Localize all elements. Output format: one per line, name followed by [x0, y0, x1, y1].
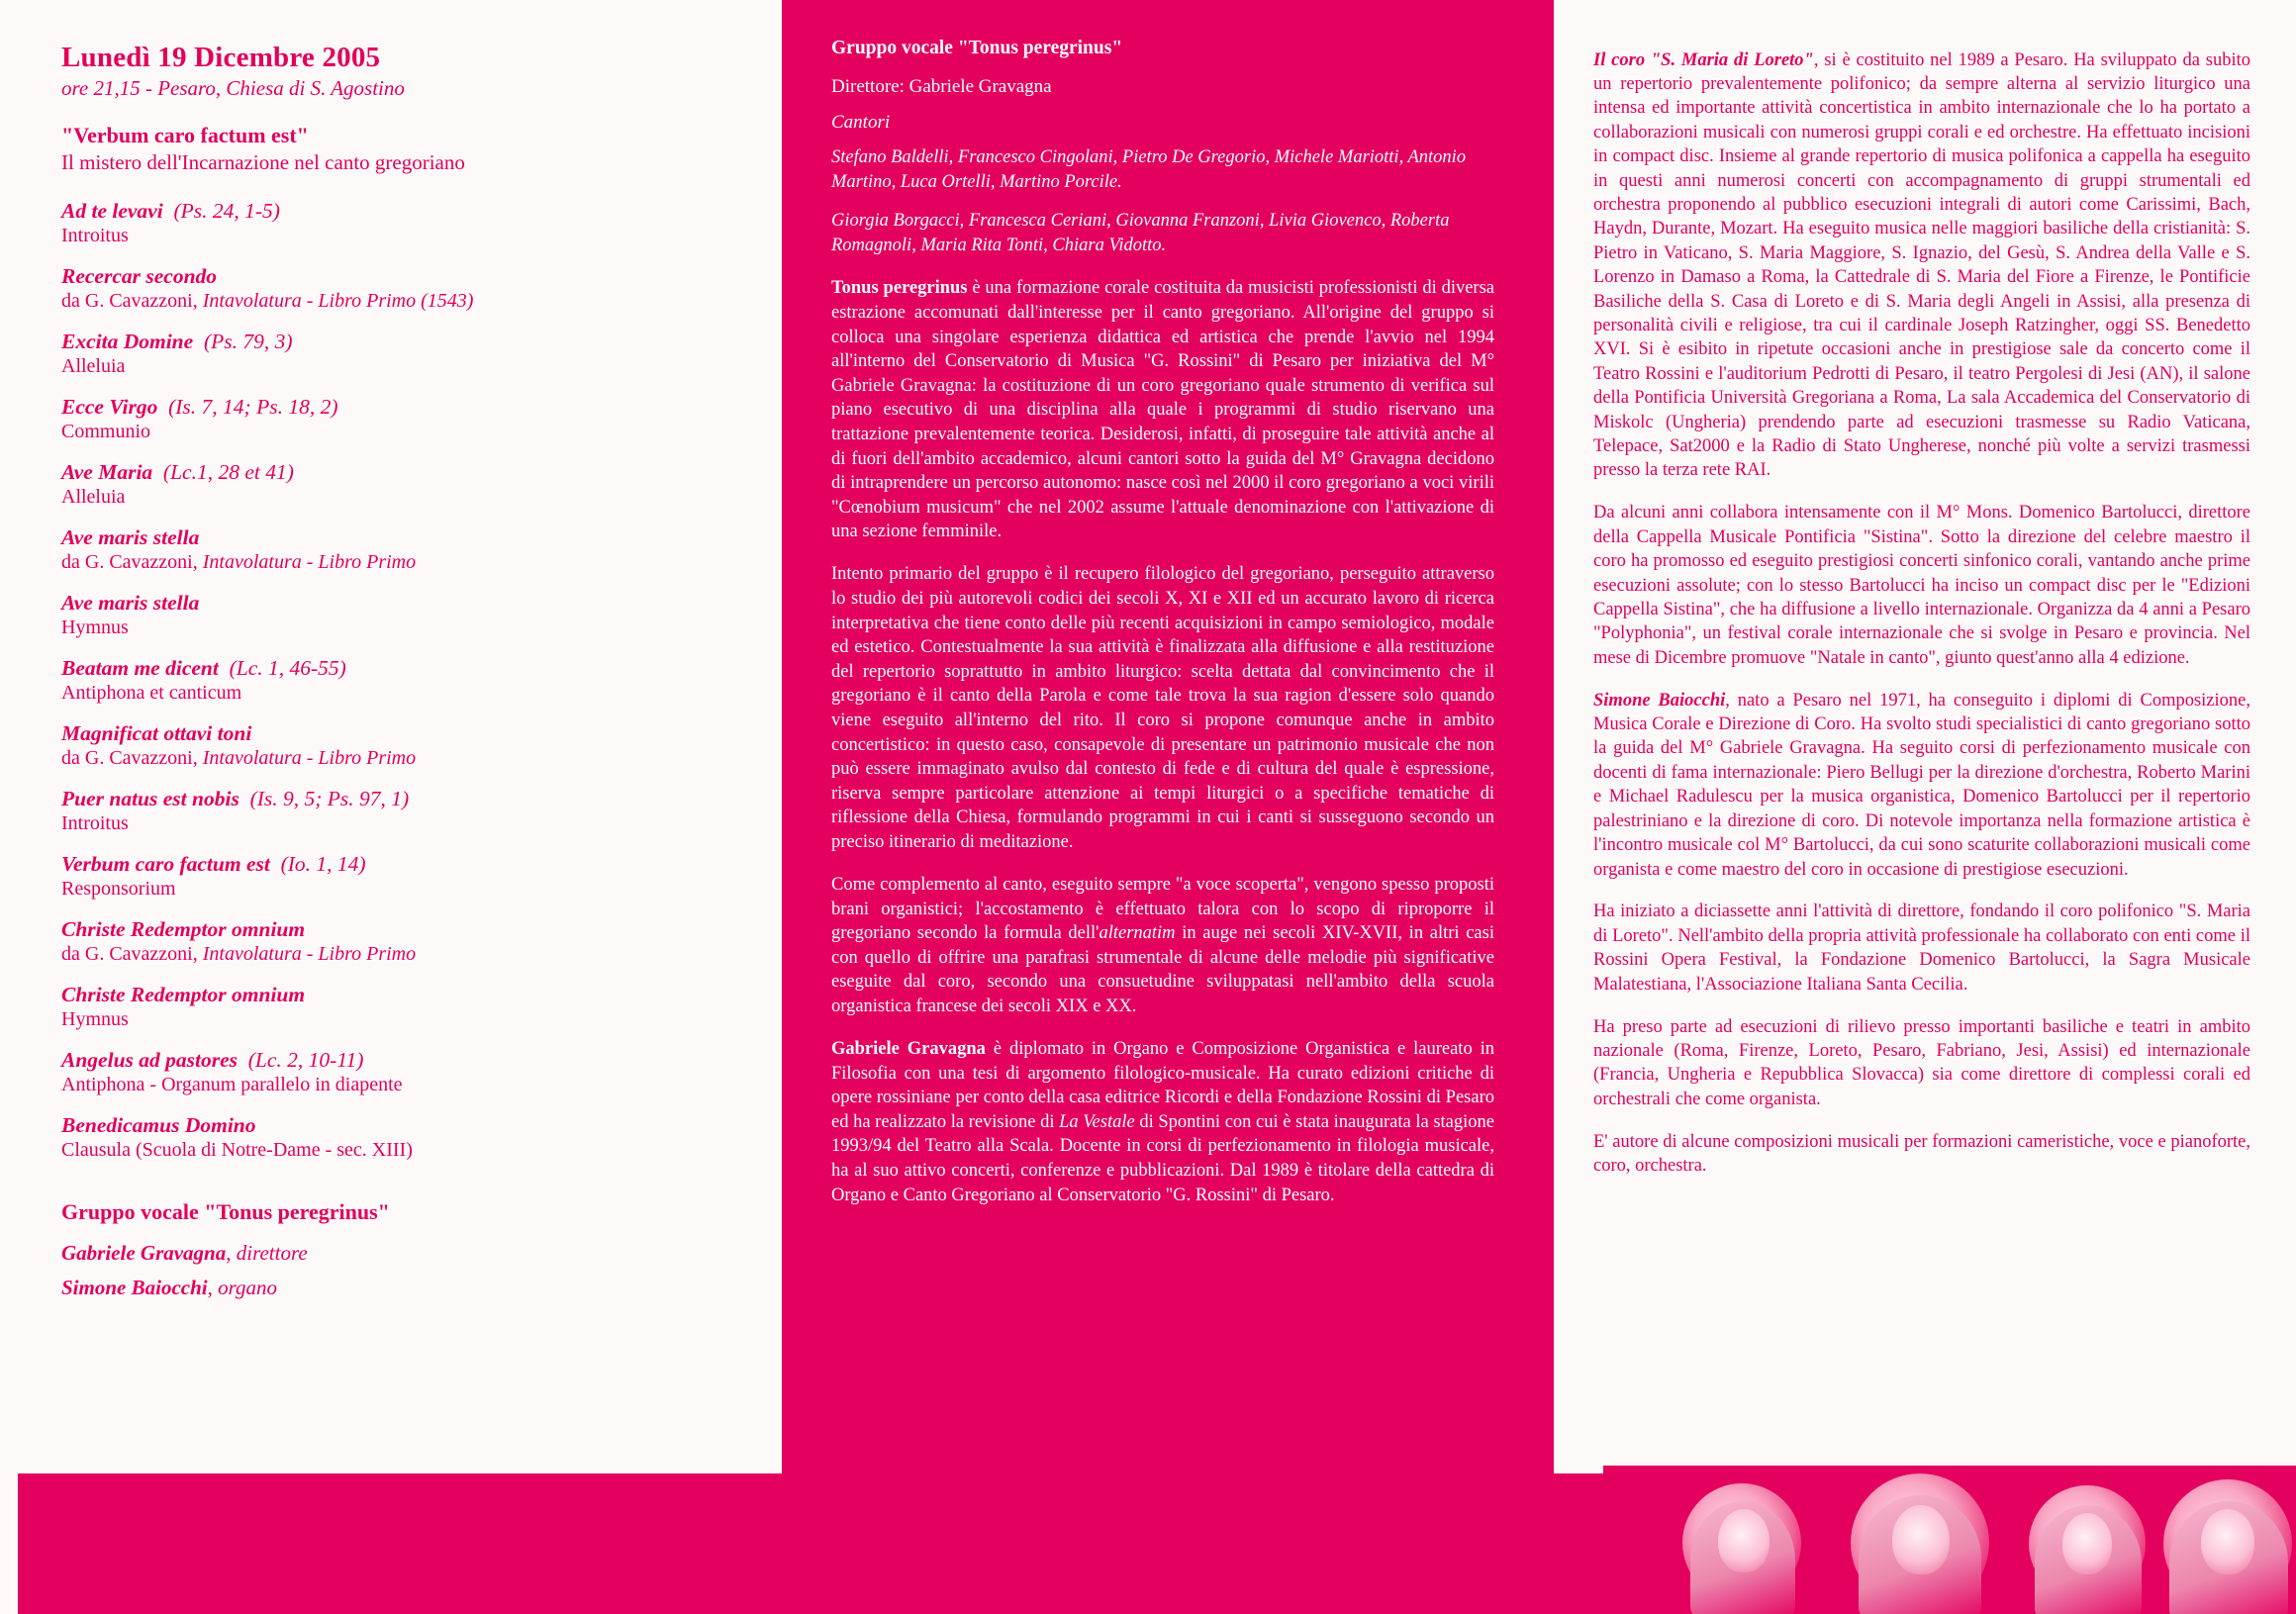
- program-item: [61, 983, 730, 1031]
- cantori-women: Giorgia Borgacci, Francesca Ceriani, Giovanna Franzoni, Livia Giovenco, Roberta Romagnoli, Maria Rita Tonti, Chiara Vidotto.: [831, 210, 1450, 255]
- program-item-subtitle-text: Hymnus: [61, 1008, 129, 1030]
- program-item-title-text: Ad te levavi: [61, 199, 163, 223]
- program-item: [61, 787, 730, 835]
- program-item-reference: (Is. 7, 14; Ps. 18, 2): [168, 395, 338, 419]
- cantori-men: Stefano Baldelli, Francesco Cingolani, Pietro De Gregorio, Michele Mariotti, Antonio Martino, Luca Ortelli, Martino Porcile.: [831, 147, 1467, 192]
- program-item-title-text: Benedicamus Domino: [61, 1113, 256, 1137]
- fresco-photo: [1603, 1466, 2296, 1614]
- group-heading: Gruppo vocale "Tonus peregrinus": [831, 38, 1123, 58]
- program-item-title-text: Angelus ad pastores: [61, 1048, 239, 1072]
- program-item-title: [61, 264, 730, 289]
- program-item-subtitle-text: da G. Cavazzoni,: [61, 551, 203, 573]
- program-column: [0, 0, 782, 1614]
- program-item-subtitle-text: Clausula (Scuola di Notre-Dame - sec. XIII): [61, 1139, 413, 1161]
- program-item-subtitle-text: Alleluia: [61, 355, 126, 377]
- program-item-title-text: Recercar secondo: [61, 264, 218, 288]
- figure-face: [1718, 1509, 1770, 1572]
- program-item: [61, 591, 730, 639]
- program-item: [61, 460, 730, 509]
- program-item-subtitle-text: Communio: [61, 421, 151, 442]
- program-item-title-text: Verbum caro factum est: [61, 852, 270, 876]
- program-item-subtitle: [61, 812, 730, 835]
- alternatim-italic: alternatim: [1099, 923, 1176, 944]
- coro-bold-lead: Il coro "S. Maria di Loreto": [1593, 49, 1814, 70]
- program-item-title: [61, 917, 730, 942]
- program-item-title-text: Puer natus est nobis: [61, 787, 239, 810]
- program-item-reference: (Lc. 2, 10-11): [247, 1048, 364, 1072]
- director-line: Direttore: Gabriele Gravagna: [831, 76, 1052, 97]
- program-item-title: [61, 721, 730, 746]
- program-item-title: [61, 525, 730, 550]
- program-item-subtitle-text: da G. Cavazzoni,: [61, 290, 203, 312]
- bottom-color-band: [0, 1473, 2296, 1614]
- figure-face: [1892, 1505, 1950, 1574]
- program-item-subtitle-text: Hymnus: [61, 617, 129, 638]
- event-location: ore 21,15 - Pesaro, Chiesa di S. Agostino: [61, 76, 405, 100]
- paragraph-baiocchi: [1593, 689, 2250, 882]
- program-item-reference: (Ps. 24, 1-5): [173, 199, 280, 223]
- program-item-title-text: Christe Redemptor omnium: [61, 917, 306, 941]
- program-item-subtitle: [61, 355, 730, 378]
- program-item-title: [61, 199, 730, 224]
- program-item-title: [61, 656, 730, 681]
- program-item-title-text: Excita Domine: [61, 330, 194, 353]
- program-item: [61, 852, 730, 901]
- program-item-title-text: Magnificat ottavi toni: [61, 721, 252, 745]
- program-item: [61, 1048, 730, 1096]
- program-item: [61, 917, 730, 966]
- program-item-title-text: Ave Maria: [61, 460, 153, 484]
- cantori-label: Cantori: [831, 112, 891, 133]
- program-item-subtitle-text: Antiphona et canticum: [61, 682, 242, 704]
- program-item-source-italic: Intavolatura - Libro Primo (1543): [202, 290, 474, 312]
- program-item-source-italic: Intavolatura - Libro Primo: [202, 747, 417, 769]
- program-item-subtitle: [61, 421, 730, 443]
- ensemble-description-column: [782, 0, 1554, 1614]
- program-item-title: [61, 1113, 730, 1138]
- gravagna-bold-lead: Gabriele Gravagna: [831, 1039, 986, 1060]
- program-item-reference: (Lc. 1, 46-55): [229, 656, 346, 680]
- ensemble-person: [61, 1241, 730, 1266]
- paragraph-baiocchi-career: Ha iniziato a diciassette anni l'attività di direttore, fondando il coro polifonico "S. Maria di Loreto". Nell'ambito della propria attività professionale ha collaborato con enti come il Rossini Opera Festival, la Fondazione Domenico Bartolucci, la Sagra Musicale Malatestiana, l'Associazione Italiana Santa Cecilia.: [1593, 902, 2250, 995]
- program-item-title-text: Ave maris stella: [61, 525, 200, 549]
- program-item-subtitle: [61, 551, 730, 574]
- paragraph-complemento: [831, 873, 1494, 1019]
- program-item: [61, 1113, 730, 1162]
- program-item-title: [61, 787, 730, 811]
- theme-title: "Verbum caro factum est": [61, 123, 309, 147]
- program-item-subtitle-text: Alleluia: [61, 486, 126, 508]
- tonus-body: è una formazione corale costituita da musicisti professionisti di diversa estrazione accomunati dall'interesse per il canto gregoriano. All'origine del gruppo si colloca una singolare esperienza didattica ed artistica che prende l'avvio nel 1994 all'interno del Conservatorio di Musica "G. Rossini" di Pesaro per iniziativa del M° Gabriele Gravagna: la costituzione di un coro gregoriano quale strumento di verifica sul piano esecutivo di una disciplina alla quale i programmi di studio riservano una trattazione prevalentemente teorica. Desiderosi, infatti, di proseguire tale attività anche al di fuori dell'ambito accademico, alcuni cantori sotto la guida del M° Gravagna decidono di intraprendere un percorso autonomo: nasce così nel 2000 il coro gregoriano a voci virili "Cœnobium musicum" che nel 2002 assume l'attuale denominazione con l'attivazione di una sezione femminile.: [831, 278, 1495, 542]
- page-title: Lunedì 19 Dicembre 2005: [61, 42, 381, 73]
- program-item-title-text: Ave maris stella: [61, 591, 200, 615]
- program-item-title: [61, 983, 730, 1007]
- program-item-reference: (Ps. 79, 3): [203, 330, 293, 353]
- program-item-subtitle-text: Introitus: [61, 812, 129, 834]
- program-item: [61, 199, 730, 247]
- program-item-subtitle-text: Antiphona - Organum parallelo in diapente: [61, 1074, 403, 1095]
- program-item-title: [61, 330, 730, 354]
- program-list: [61, 199, 730, 1162]
- program-item-subtitle-text: Responsorium: [61, 878, 176, 900]
- ensemble-block: [61, 1199, 730, 1300]
- program-item-subtitle: [61, 747, 730, 770]
- paragraph-baiocchi-compositions: E' autore di alcune composizioni musicali per formazioni cameristiche, voce e pianoforte, coro, orchestra.: [1593, 1131, 2250, 1177]
- baiocchi-body: , nato a Pesaro nel 1971, ha conseguito i diplomi di Composizione, Musica Corale e Direzione di Coro. Ha svolto studi specialistici di canto gregoriano sotto la guida del M° Gabriele Gravagna. Ha seguito corsi di perfezionamento musicale con docenti di fama internazionale: Piero Bellugi per la direzione d'orchestra, Roberto Marini e Michael Radulescu per la musica organistica, Domenico Bartolucci per il repertorio palestriniano e la direzione di coro. Di notevole importanza nella formazione artistica è l'incontro musicale col M° Bartolucci, da cui sono scaturite collaborazioni musicali come organista e come maestro del coro in occasione di prestigiose esecuzioni.: [1593, 690, 2250, 880]
- program-item-source-italic: Intavolatura - Libro Primo: [202, 943, 417, 965]
- program-item-title: [61, 852, 730, 877]
- program-item-subtitle-text: Introitus: [61, 225, 129, 246]
- program-item-title: [61, 460, 730, 485]
- baiocchi-bold-lead: Simone Baiocchi: [1593, 690, 1726, 711]
- program-item-subtitle: [61, 290, 730, 313]
- choir-biography-column: [1554, 0, 2296, 1614]
- program-item-title-text: Ecce Virgo: [61, 395, 158, 419]
- complemento-part-a: Come complemento al canto, eseguito sempre "a voce scoperta", vengono spesso proposti brani organistici; l'accostamento è effettuato talora con lo scopo di riproporre il gregoriano secondo la formula dell': [831, 875, 1494, 944]
- paragraph-bartolucci: Da alcuni anni collabora intensamente con il M° Mons. Domenico Bartolucci, direttore della Cappella Musicale Pontificia "Sistina". Sotto la direzione del celebre maestro il coro ha promosso ed eseguito prestigiosi concerti sinfonico corali, vantando anche prime esecuzioni assolute; con lo stesso Bartolucci ha inciso un compact disc per le "Edizioni Cappella Sistina", che ha diffusione a livello internazionale. Organizza da 4 anni a Pesaro "Polyphonia", un festival corale internazionale che si svolge in Pesaro e provincia. Nel mese di Dicembre promuove "Natale in canto", giunto quest'anno alla 4 edizione.: [1593, 503, 2250, 668]
- theme-subtitle: Il mistero dell'Incarnazione nel canto gregoriano: [61, 150, 465, 174]
- program-item-subtitle: [61, 1074, 730, 1096]
- program-item: [61, 656, 730, 705]
- program-item: [61, 330, 730, 378]
- program-item-subtitle: [61, 682, 730, 705]
- ensemble-person-role: , organo: [207, 1276, 278, 1299]
- program-item: [61, 525, 730, 574]
- paragraph-baiocchi-performances: Ha preso parte ad esecuzioni di rilievo presso importanti basiliche e teatri in ambito nazionale (Roma, Firenze, Loreto, Pesaro, Fabriano, Jesi, Assisi) ed internazionale (Francia, Ungheria e Repubblica Slovacca) sia come direttore di complessi corali ed orchestrali che come organista.: [1593, 1016, 2250, 1109]
- ensemble-person-name: Simone Baiocchi: [61, 1276, 208, 1299]
- program-item-title-text: Beatam me dicent: [61, 656, 219, 680]
- ensemble-person-name: Gabriele Gravagna: [61, 1241, 227, 1265]
- program-item-reference: (Is. 9, 5; Ps. 97, 1): [249, 787, 410, 810]
- program-item: [61, 395, 730, 443]
- program-item-reference: (Io. 1, 14): [280, 852, 366, 876]
- paragraph-tonus-peregrinus: [831, 276, 1494, 544]
- program-item-title-text: Christe Redemptor omnium: [61, 983, 306, 1006]
- paragraph-coro-loreto: [1593, 48, 2250, 483]
- program-item-title: [61, 591, 730, 616]
- coro-body: , si è costituito nel 1989 a Pesaro. Ha sviluppato da subito un repertorio prevalentemente polifonico; da sempre alterna al servizio liturgico una intensa ed importante attività concertistica in ambito internazionale che lo ha portato a collaborazioni musicali con numerosi gruppi corali e ed orchestre. Ha effettuato incisioni in compact disc. Insieme al grande repertorio di musica polifonica a cappella ha eseguito in questi anni numerosi concerti con accompagnamento di gruppi strumentali ed orchestra proponendo al pubblico esecuzioni integrali di autori come Carissimi, Bach, Haydn, Durante, Mozart. Ha eseguito musica nelle maggiori basiliche della cristianità: S. Pietro in Vaticano, S. Maria Maggiore, S. Ignazio, del Gesù, S. Andrea della Valle e S. Lorenzo in Damaso a Roma, la Cattedrale di S. Maria del Fiore a Firenze, le Pontificie Basiliche della S. Casa di Loreto e di S. Maria degli Angeli in Assisi, alla presenza di personalità civili e religiose, tra cui il cardinale Joseph Ratzingher, oggi SS. Benedetto XVI. Si è esibito in ripetute occasioni anche in prestigiose sale da concerto come il Teatro Rossini e l'auditorium Pedrotti di Pesaro, il teatro Pergolesi di Jesi (AN), il salone della Pontificia Università Gregoriana a Roma, La sala Accademica del Conservatorio di Miskolc (Ungheria) prendendo parte ad esecuzioni trasmesse su Radio Vaticana, Telepace, Sat2000 e la Radio di Stato Ungherese, nonché più volte a servizi trasmessi presso la terza rete RAI.: [1593, 49, 2250, 481]
- program-item-subtitle: [61, 1139, 730, 1162]
- program-item-source-italic: Intavolatura - Libro Primo: [202, 551, 417, 573]
- program-item-subtitle-text: da G. Cavazzoni,: [61, 747, 203, 769]
- program-item: [61, 264, 730, 313]
- program-item-subtitle: [61, 1008, 730, 1031]
- figure-face: [2062, 1513, 2112, 1574]
- ensemble-person-role: , direttore: [226, 1241, 308, 1265]
- program-item-subtitle: [61, 878, 730, 901]
- paragraph-gravagna: [831, 1037, 1494, 1207]
- program-item-subtitle: [61, 486, 730, 509]
- program-item-subtitle: [61, 617, 730, 639]
- program-item: [61, 721, 730, 770]
- ensemble-people: [61, 1241, 730, 1300]
- program-item-reference: (Lc.1, 28 et 41): [162, 460, 294, 484]
- band-left-gap: [0, 1473, 18, 1614]
- vestale-italic: La Vestale: [1059, 1111, 1135, 1132]
- ensemble-person: [61, 1276, 730, 1300]
- gravagna-part-b: di Spontini con cui è stata inaugurata la stagione 1993/94 del Teatro alla Scala. Docente in corsi di perfezionamento in filologia musicale, ha al suo attivo concerti, conferenze e pubblicazioni. Dal 1989 è titolare della cattedra di Organo e Canto Gregoriano al Conservatorio "G. Rossini" di Pesaro.: [831, 1111, 1494, 1205]
- program-item-subtitle: [61, 225, 730, 247]
- program-item-subtitle-text: da G. Cavazzoni,: [61, 943, 203, 965]
- program-item-title: [61, 1048, 730, 1073]
- complemento-part-b: in auge nei secoli XIV-XVII, in altri casi con quello di offrire una parafrasi strumentale di alcune delle melodie più significative eseguite dal coro, secondo una consuetudine sviluppatasi nell'ambito della scuola organistica francese dei secoli XIX e XX.: [831, 923, 1494, 1016]
- gravagna-part-a: è diplomato in Organo e Composizione Organistica e laureato in Filosofia con una tesi di argomento filologico-musicale. Ha curato edizioni critiche di opere rossiniane per conto della casa editrice Ricordi e della Fondazione Rossini di Pesaro ed ha realizzato la revisione di: [831, 1039, 1495, 1132]
- ensemble-title: Gruppo vocale "Tonus peregrinus": [61, 1199, 390, 1224]
- figure-face: [2201, 1509, 2254, 1574]
- paragraph-intento: Intento primario del gruppo è il recupero filologico del gregoriano, perseguito attraverso lo studio dei più autorevoli codici dei secoli X, XI e XII ed un accurato lavoro di ricerca interpretativa che tiene conto delle più recenti acquisizioni in campo semiologico, modale ed estetico. Contestualmente la sua attività è finalizzata alla diffusione e alla restituzione del repertorio soprattutto in ambito liturgico: scelta dettata dal convincimento che il gregoriano è il canto della Parola e come tale trova la sua ragion d'essere solo quando viene eseguito all'interno del rito. Il coro si propone comunque anche in ambito concertistico: in questo caso, consapevole di presentare un patrimonio musicale che non può essere immaginato avulso dal contesto di fede e di cultura del quale è espressione, riserva sempre particolare attenzione ai tempi liturgici o a specifiche tematiche di riflessione della Chiesa, formulando programmi in cui i canti si susseguono secondo un preciso itinerario di meditazione.: [831, 564, 1494, 852]
- program-item-title: [61, 395, 730, 420]
- tonus-bold-lead: Tonus peregrinus: [831, 278, 968, 299]
- program-item-subtitle: [61, 943, 730, 966]
